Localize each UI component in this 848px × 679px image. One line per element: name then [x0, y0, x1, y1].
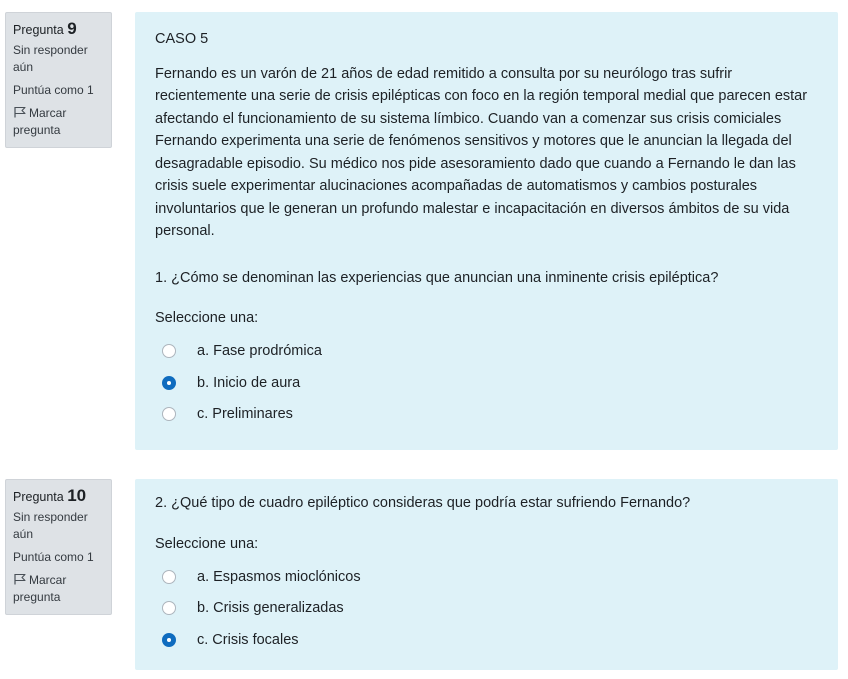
flag-question-link[interactable] [13, 105, 105, 139]
answer-prompt: Seleccione una: [155, 535, 259, 552]
question-state: Sin responder aún [13, 43, 88, 74]
radio-button[interactable] [162, 570, 176, 584]
radio-button-selected[interactable] [162, 376, 176, 390]
question-info-10 [5, 479, 112, 615]
flag-question-link[interactable] [13, 572, 105, 606]
question-label: Pregunta [13, 490, 64, 504]
question-number-value: 9 [67, 19, 77, 38]
option-label: c. Crisis focales [197, 631, 299, 648]
answer-option-b[interactable] [155, 593, 818, 625]
option-label: a. Espasmos mioclónicos [197, 568, 361, 585]
flag-icon [13, 573, 27, 585]
option-label: c. Preliminares [197, 406, 293, 422]
radio-button[interactable] [162, 344, 176, 358]
question-grade: Puntúa como 1 [13, 550, 94, 564]
answer-option-a[interactable] [155, 561, 818, 593]
option-label: a. Fase prodrómica [197, 343, 322, 359]
question-content-10 [135, 479, 838, 670]
option-label: b. Inicio de aura [197, 374, 301, 391]
question-label: Pregunta [13, 23, 64, 37]
answer-option-b[interactable] [155, 367, 818, 399]
option-label: b. Crisis generalizadas [197, 600, 344, 616]
flag-icon [13, 106, 27, 118]
question-content-9 [135, 12, 838, 450]
answer-option-a[interactable] [155, 336, 818, 368]
case-title: CASO 5 [155, 31, 209, 47]
question-text: 2. ¿Qué tipo de cuadro epiléptico consideras que podría estar sufriendo Fernando? [155, 495, 691, 511]
flag-question-label: Marcar pregunta [13, 573, 67, 604]
flag-question-label: Marcar pregunta [13, 106, 67, 137]
question-number-value: 10 [67, 486, 87, 505]
answer-prompt: Seleccione una: [155, 310, 259, 326]
answer-options [155, 336, 818, 431]
question-text: 1. ¿Cómo se denominan las experiencias que anuncian una inminente crisis epiléptica? [155, 269, 719, 286]
radio-button[interactable] [162, 601, 176, 615]
question-number [13, 487, 105, 506]
answer-options [155, 561, 818, 656]
radio-button-selected[interactable] [162, 633, 176, 647]
case-text: Fernando es un varón de 21 años de edad remitido a consulta por su neurólogo tras sufrir recientemente una serie de crisis epilépticas con foco en la región temporal medial que parecen estar afectando el funcionamiento de su sistema límbico. Cuando van a comenzar sus crisis comiciales Fernando experimenta una serie de fenómenos sensitivos y motores que le anuncian la llegada del desagradable episodio. Su médico nos pide asesoramiento dado que cuando a Fernando le dan las crisis suele experimentar alucinaciones acompañadas de automatismos y cambios posturales involuntarios que le generan un profundo malestar e incapacitación en diversos ámbitos de su vida personal. [155, 65, 808, 239]
question-number [13, 20, 105, 39]
question-state: Sin responder aún [13, 510, 88, 541]
answer-option-c[interactable] [155, 624, 818, 656]
question-grade: Puntúa como 1 [13, 83, 94, 97]
radio-button[interactable] [162, 407, 176, 421]
answer-option-c[interactable] [155, 399, 818, 431]
question-info-9 [5, 12, 112, 148]
